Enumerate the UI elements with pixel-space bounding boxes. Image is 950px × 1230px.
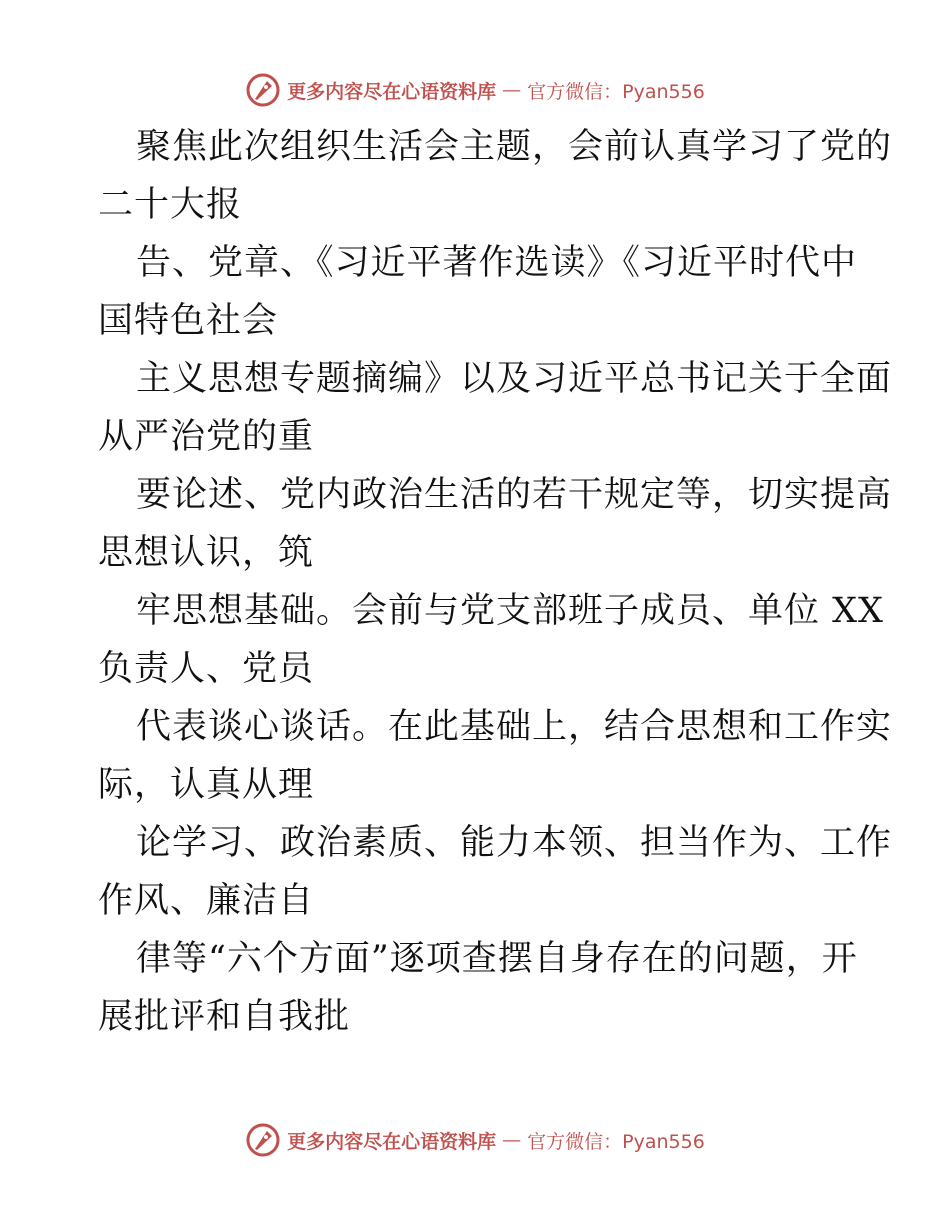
body-line: 聚焦此次组织生活会主题，会前认真学习了党的 [136,127,893,167]
body-line: 国特色社会 [98,301,279,341]
body-line: 际，认真从理 [98,765,315,805]
watermark-wechat-text: 官方微信：Pyan556 [527,1130,705,1153]
body-line: 展批评和自我批 [98,997,351,1037]
watermark-separator: — [502,1129,522,1151]
watermark-wechat-text: 官方微信：Pyan556 [527,80,705,103]
watermark-brand-text: 更多内容尽在心语资料库 [287,80,497,103]
pen-nib-logo-icon [245,72,281,108]
watermark-separator: — [502,79,522,101]
body-line: 律等“六个方面”逐项查摆自身存在的问题，开 [136,939,858,979]
body-line: 代表谈心谈话。在此基础上，结合思想和工作实 [136,707,893,747]
body-line: 负责人、党员 [98,649,315,689]
body-line: 从严治党的重 [98,417,315,457]
document-body [98,118,893,1046]
footer-watermark [0,1120,950,1160]
body-line: 思想认识，筑 [98,533,315,573]
body-line: 要论述、党内政治生活的若干规定等，切实提高 [136,475,893,515]
pen-nib-logo-icon [245,1122,281,1158]
body-line: 二十大报 [98,185,243,225]
body-line: 牢思想基础。会前与党支部班子成员、单位 XX [136,591,884,631]
watermark-brand-text: 更多内容尽在心语资料库 [287,1130,497,1153]
body-line: 论学习、政治素质、能力本领、担当作为、工作 [136,823,893,863]
body-line: 告、党章、《习近平著作选读》《习近平时代中 [136,243,858,283]
body-line: 主义思想专题摘编》以及习近平总书记关于全面 [136,359,893,399]
header-watermark [0,70,950,110]
body-line: 作风、廉洁自 [98,881,315,921]
